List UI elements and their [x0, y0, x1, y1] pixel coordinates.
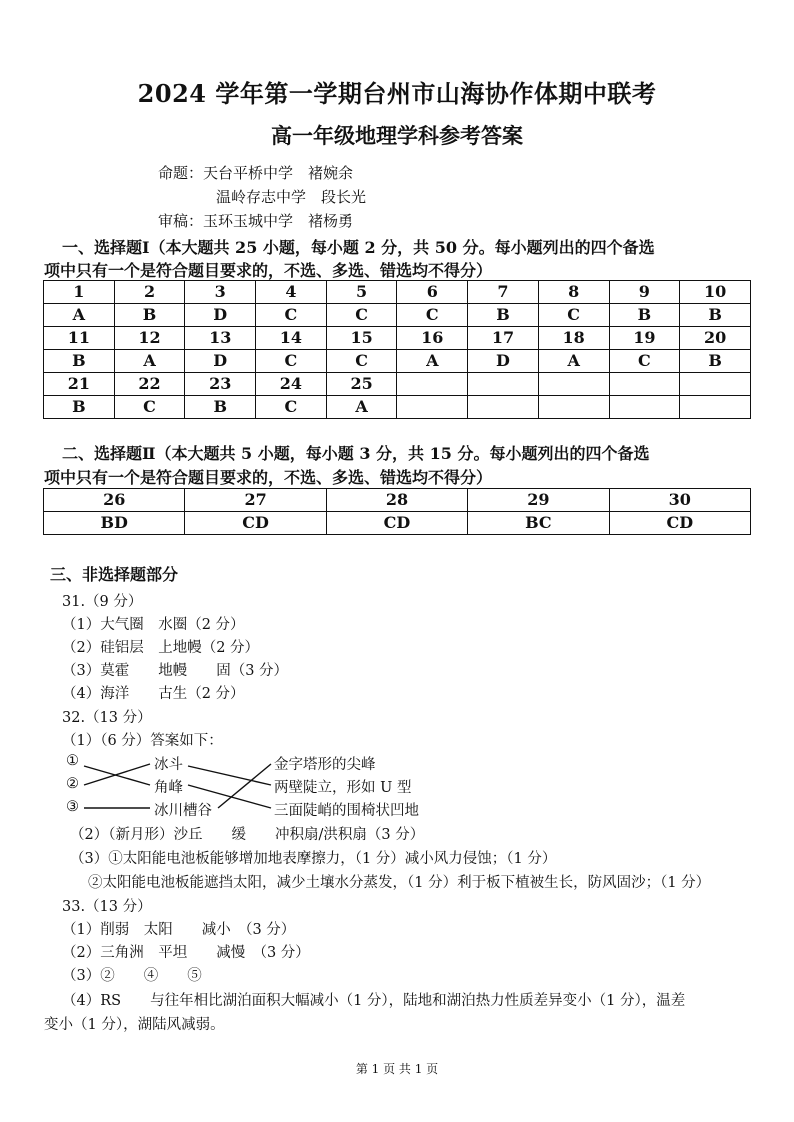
q32-part3-a: （3）①太阳能电池板能够增加地表摩擦力，（1 分）减小风力侵蚀；（1 分） [70, 851, 557, 867]
answer-cell: C [256, 304, 327, 327]
q33-label: 33.（13 分） [62, 899, 152, 915]
q33-answer-4: （4）RS 与往年相比湖泊面积大幅减小（1 分），陆地和湖泊热力性质差异变小（1 分），温差 [62, 993, 686, 1009]
answer-cell: D [185, 350, 256, 373]
question-number-cell: 1 [44, 281, 115, 304]
answer-cell: A [114, 350, 185, 373]
question-number-cell: 9 [609, 281, 680, 304]
answer-cell: B [609, 304, 680, 327]
match-right-description: 两壁陡立，形如 U 型 [274, 780, 412, 796]
match-line-3-right [218, 764, 271, 808]
answer-cell: CD [185, 512, 326, 535]
question-number-cell: 16 [397, 327, 468, 350]
answer-cell: B [185, 396, 256, 419]
question-number-cell: 2 [114, 281, 185, 304]
answer-cell: C [114, 396, 185, 419]
match-left-num: ③ [66, 799, 79, 815]
q33-answer-1: （1）削弱 太阳 减小 （3 分） [62, 922, 296, 938]
question-number-cell: 3 [185, 281, 256, 304]
q32-part1: （1）（6 分）答案如下： [62, 733, 223, 749]
question-number-cell: 29 [468, 489, 609, 512]
match-right-description: 金字塔形的尖峰 [274, 757, 376, 773]
q33-answer-2: （2）三角洲 平坦 减慢 （3 分） [62, 945, 310, 961]
question-number-cell: 24 [256, 373, 327, 396]
question-number-cell: 6 [397, 281, 468, 304]
answer-cell: A [44, 304, 115, 327]
question-number-cell: 5 [326, 281, 397, 304]
q33-answer-4-cont: 变小（1 分），湖陆风减弱。 [44, 1017, 225, 1033]
author-line: 温岭存志中学 段长光 [216, 188, 367, 206]
match-line-1-right [188, 766, 271, 785]
match-line-2-right [188, 785, 271, 808]
question-number-cell: 19 [609, 327, 680, 350]
answer-cell: B [680, 350, 751, 373]
q31-answer-3: （3）莫霍 地幔 固（3 分） [62, 663, 289, 679]
q31-answer-1: （1）大气圈 水圈（2 分） [62, 617, 245, 633]
question-number-cell: 13 [185, 327, 256, 350]
answer-cell: B [114, 304, 185, 327]
question-number-cell: 14 [256, 327, 327, 350]
author-line: 命题：天台平桥中学 褚婉余 [158, 164, 354, 182]
match-left-num: ① [66, 753, 79, 769]
answer-cell: D [468, 350, 539, 373]
section1-heading: 一、选择题Ⅰ（本大题共 25 小题，每小题 2 分，共 50 分。每小题列出的四个备选 [62, 238, 655, 257]
answer-cell: B [44, 350, 115, 373]
answer-cell: D [185, 304, 256, 327]
page-title: 2024 学年第一学期台州市山海协作体期中联考 [137, 79, 657, 108]
answer-cell: C [609, 350, 680, 373]
question-number-cell: 22 [114, 373, 185, 396]
section2-heading-cont: 项中只有一个是符合题目要求的，不选、多选、错选均不得分） [44, 468, 493, 487]
answer-cell: C [256, 350, 327, 373]
page-subtitle: 高一年级地理学科参考答案 [271, 123, 523, 148]
answer-cell: BC [468, 512, 609, 535]
q33-answer-3: （3）② ④ ⑤ [62, 968, 202, 984]
answer-cell: B [44, 396, 115, 419]
answer-cell: BD [44, 512, 185, 535]
match-left-term: 角峰 [154, 780, 183, 796]
answer-cell: C [397, 304, 468, 327]
answer-cell: C [326, 304, 397, 327]
question-number-cell: 30 [609, 489, 750, 512]
question-number-cell: 18 [538, 327, 609, 350]
question-number-cell: 23 [185, 373, 256, 396]
question-number-cell: 25 [326, 373, 397, 396]
question-number-cell: 28 [326, 489, 467, 512]
section2-heading: 二、选择题Ⅱ（本大题共 5 小题，每小题 3 分，共 15 分。每小题列出的四个备选 [62, 444, 650, 463]
q32-part3-b: ②太阳能电池板能遮挡太阳，减少土壤水分蒸发，（1 分）利于板下植被生长，防风固沙；（1 分） [88, 875, 711, 891]
q31-answer-4: （4）海洋 古生（2 分） [62, 686, 245, 702]
question-number-cell: 26 [44, 489, 185, 512]
section1-heading-cont: 项中只有一个是符合题目要求的，不选、多选、错选均不得分） [44, 261, 493, 280]
match-left-term: 冰川槽谷 [154, 803, 212, 819]
question-number-cell: 11 [44, 327, 115, 350]
answer-cell: C [538, 304, 609, 327]
answer-cell: B [680, 304, 751, 327]
question-number-cell: 21 [44, 373, 115, 396]
question-number-cell: 17 [468, 327, 539, 350]
question-number-cell: 27 [185, 489, 326, 512]
answer-cell: C [256, 396, 327, 419]
question-number-cell: 4 [256, 281, 327, 304]
match-left-term: 冰斗 [154, 757, 183, 773]
answer-cell: CD [609, 512, 750, 535]
match-right-description: 三面陡峭的围椅状凹地 [274, 803, 419, 819]
question-number-cell: 12 [114, 327, 185, 350]
q32-part2: （2）（新月形）沙丘 缓 冲积扇/洪积扇（3 分） [70, 827, 425, 843]
reviewer-line: 审稿：玉环玉城中学 褚杨勇 [158, 212, 354, 230]
page-footer: 第 1 页 共 1 页 [355, 1062, 439, 1076]
question-number-cell: 20 [680, 327, 751, 350]
question-number-cell: 8 [538, 281, 609, 304]
answer-cell: A [538, 350, 609, 373]
answer-cell: C [326, 350, 397, 373]
q31-label: 31.（9 分） [62, 594, 143, 610]
question-number-cell: 7 [468, 281, 539, 304]
answer-cell: A [397, 350, 468, 373]
question-number-cell: 10 [680, 281, 751, 304]
q31-answer-2: （2）硅铝层 上地幔（2 分） [62, 640, 260, 656]
answer-cell: CD [326, 512, 467, 535]
answer-cell: B [468, 304, 539, 327]
question-number-cell: 15 [326, 327, 397, 350]
q32-label: 32.（13 分） [62, 710, 152, 726]
answer-cell: A [326, 396, 397, 419]
match-left-num: ② [66, 776, 79, 792]
section3-heading: 三、非选择题部分 [50, 565, 179, 584]
